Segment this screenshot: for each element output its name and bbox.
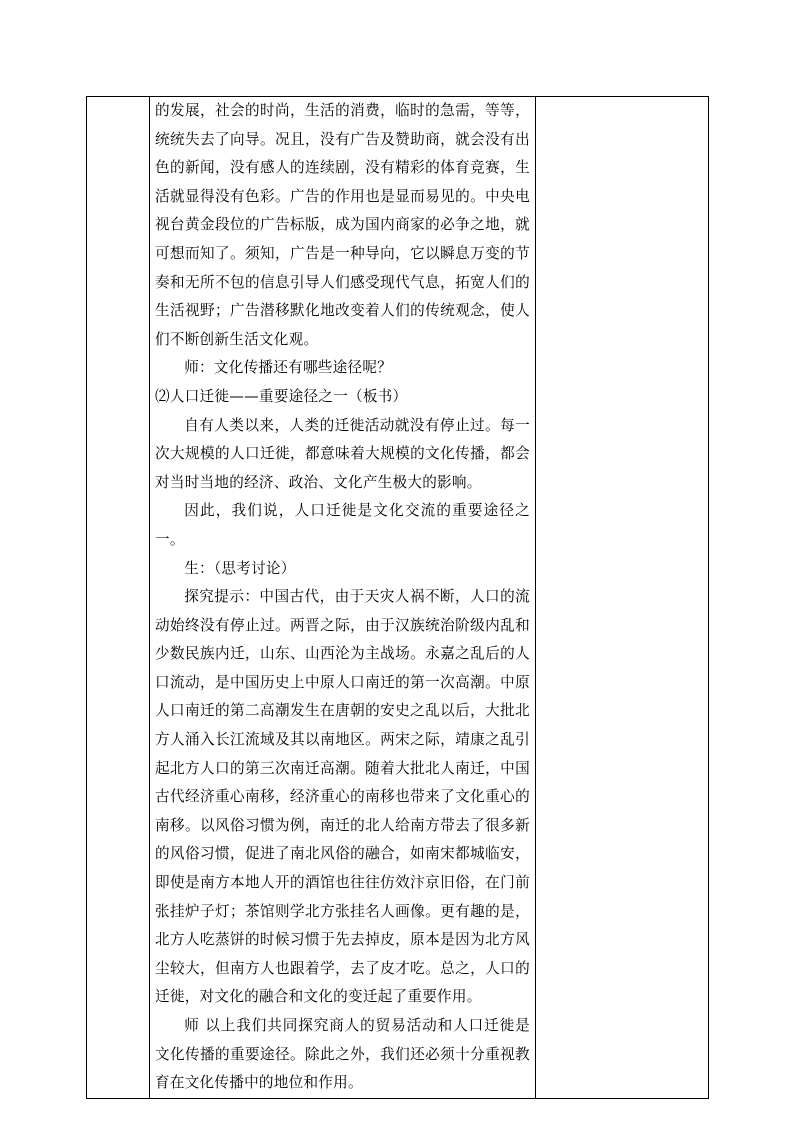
- left-empty-cell: [87, 97, 150, 1099]
- paragraph-advertising-continued: 的发展，社会的时尚，生活的消费，临时的急需，等等，统统失去了向导。况且，没有广告及赞助商，就会没有出色的新闻，没有感人的连续剧，没有精彩的体育竞赛，生活就显得没有色彩。广告的作用也是显而易见的。中央电视台黄金段位的广告标版，成为国内商家的必争之地，就可想而知了。须知，广告是一种导向，它以瞬息万变的节奏和无所不包的信息引导人们感受现代气息，拓宽人们的生活视野；广告潜移默化地改变着人们的传统观念，使人们不断创新生活文化观。: [155, 102, 530, 348]
- paragraph-migration-intro: 自有人类以来，人类的迁徙活动就没有停止过。每一次大规模的人口迁徙，都意味着大规模的文化传播，都会对当时当地的经济、政治、文化产生极大的影响。: [155, 416, 530, 491]
- teaching-content-cell: [150, 97, 536, 1099]
- teaching-content: [150, 97, 535, 1098]
- paragraph-conclusion: 因此，我们说，人口迁徙是文化交流的重要途径之一。: [155, 502, 530, 548]
- lesson-plan-table: [86, 96, 709, 1099]
- table-row: [87, 97, 709, 1099]
- paragraph-inquiry-hint: 探究提示：中国古代，由于天灾人祸不断，人口的流动始终没有停止过。两晋之际，由于汉族统治阶级内乱和少数民族内迁，山东、山西沦为主战场。永嘉之乱后的人口流动，是中国历史上中原人口南迁的第一次高潮。中原人口南迁的第二高潮发生在唐朝的安史之乱以后，大批北方人涌入长江流域及其以南地区。两宋之际，靖康之乱引起北方人口的第三次南迁高潮。随着大批北人南迁，中国古代经济重心南移，经济重心的南移也带来了文化重心的南移。以风俗习惯为例，南迁的北人给南方带去了很多新的风俗习惯，促进了南北风俗的融合，如南宋都城临安，即使是南方本地人开的酒馆也往往仿效汴京旧俗，在门前张挂炉子灯；茶馆则学北方张挂名人画像。更有趣的是，北方人吃蒸饼的时候习惯于先去掉皮，原本是因为北方风尘较大，但南方人也跟着学，去了皮才吃。总之，人口的迁徙，对文化的融合和文化的变迁起了重要作用。: [155, 588, 530, 1006]
- paragraph-teacher-question: 师：文化传播还有哪些途径呢？: [184, 359, 393, 377]
- paragraph-section-heading: ⑵人口迁徙——重要途径之一（板书）: [155, 387, 408, 405]
- right-empty-cell: [536, 97, 709, 1099]
- paragraph-student-discussion: 生：（思考讨论）: [184, 559, 296, 577]
- paragraph-teacher-summary: 师 以上我们共同探究商人的贸易活动和人口迁徙是文化传播的重要途径。除此之外，我们还必须十分重视教育在文化传播中的地位和作用。: [155, 1017, 530, 1092]
